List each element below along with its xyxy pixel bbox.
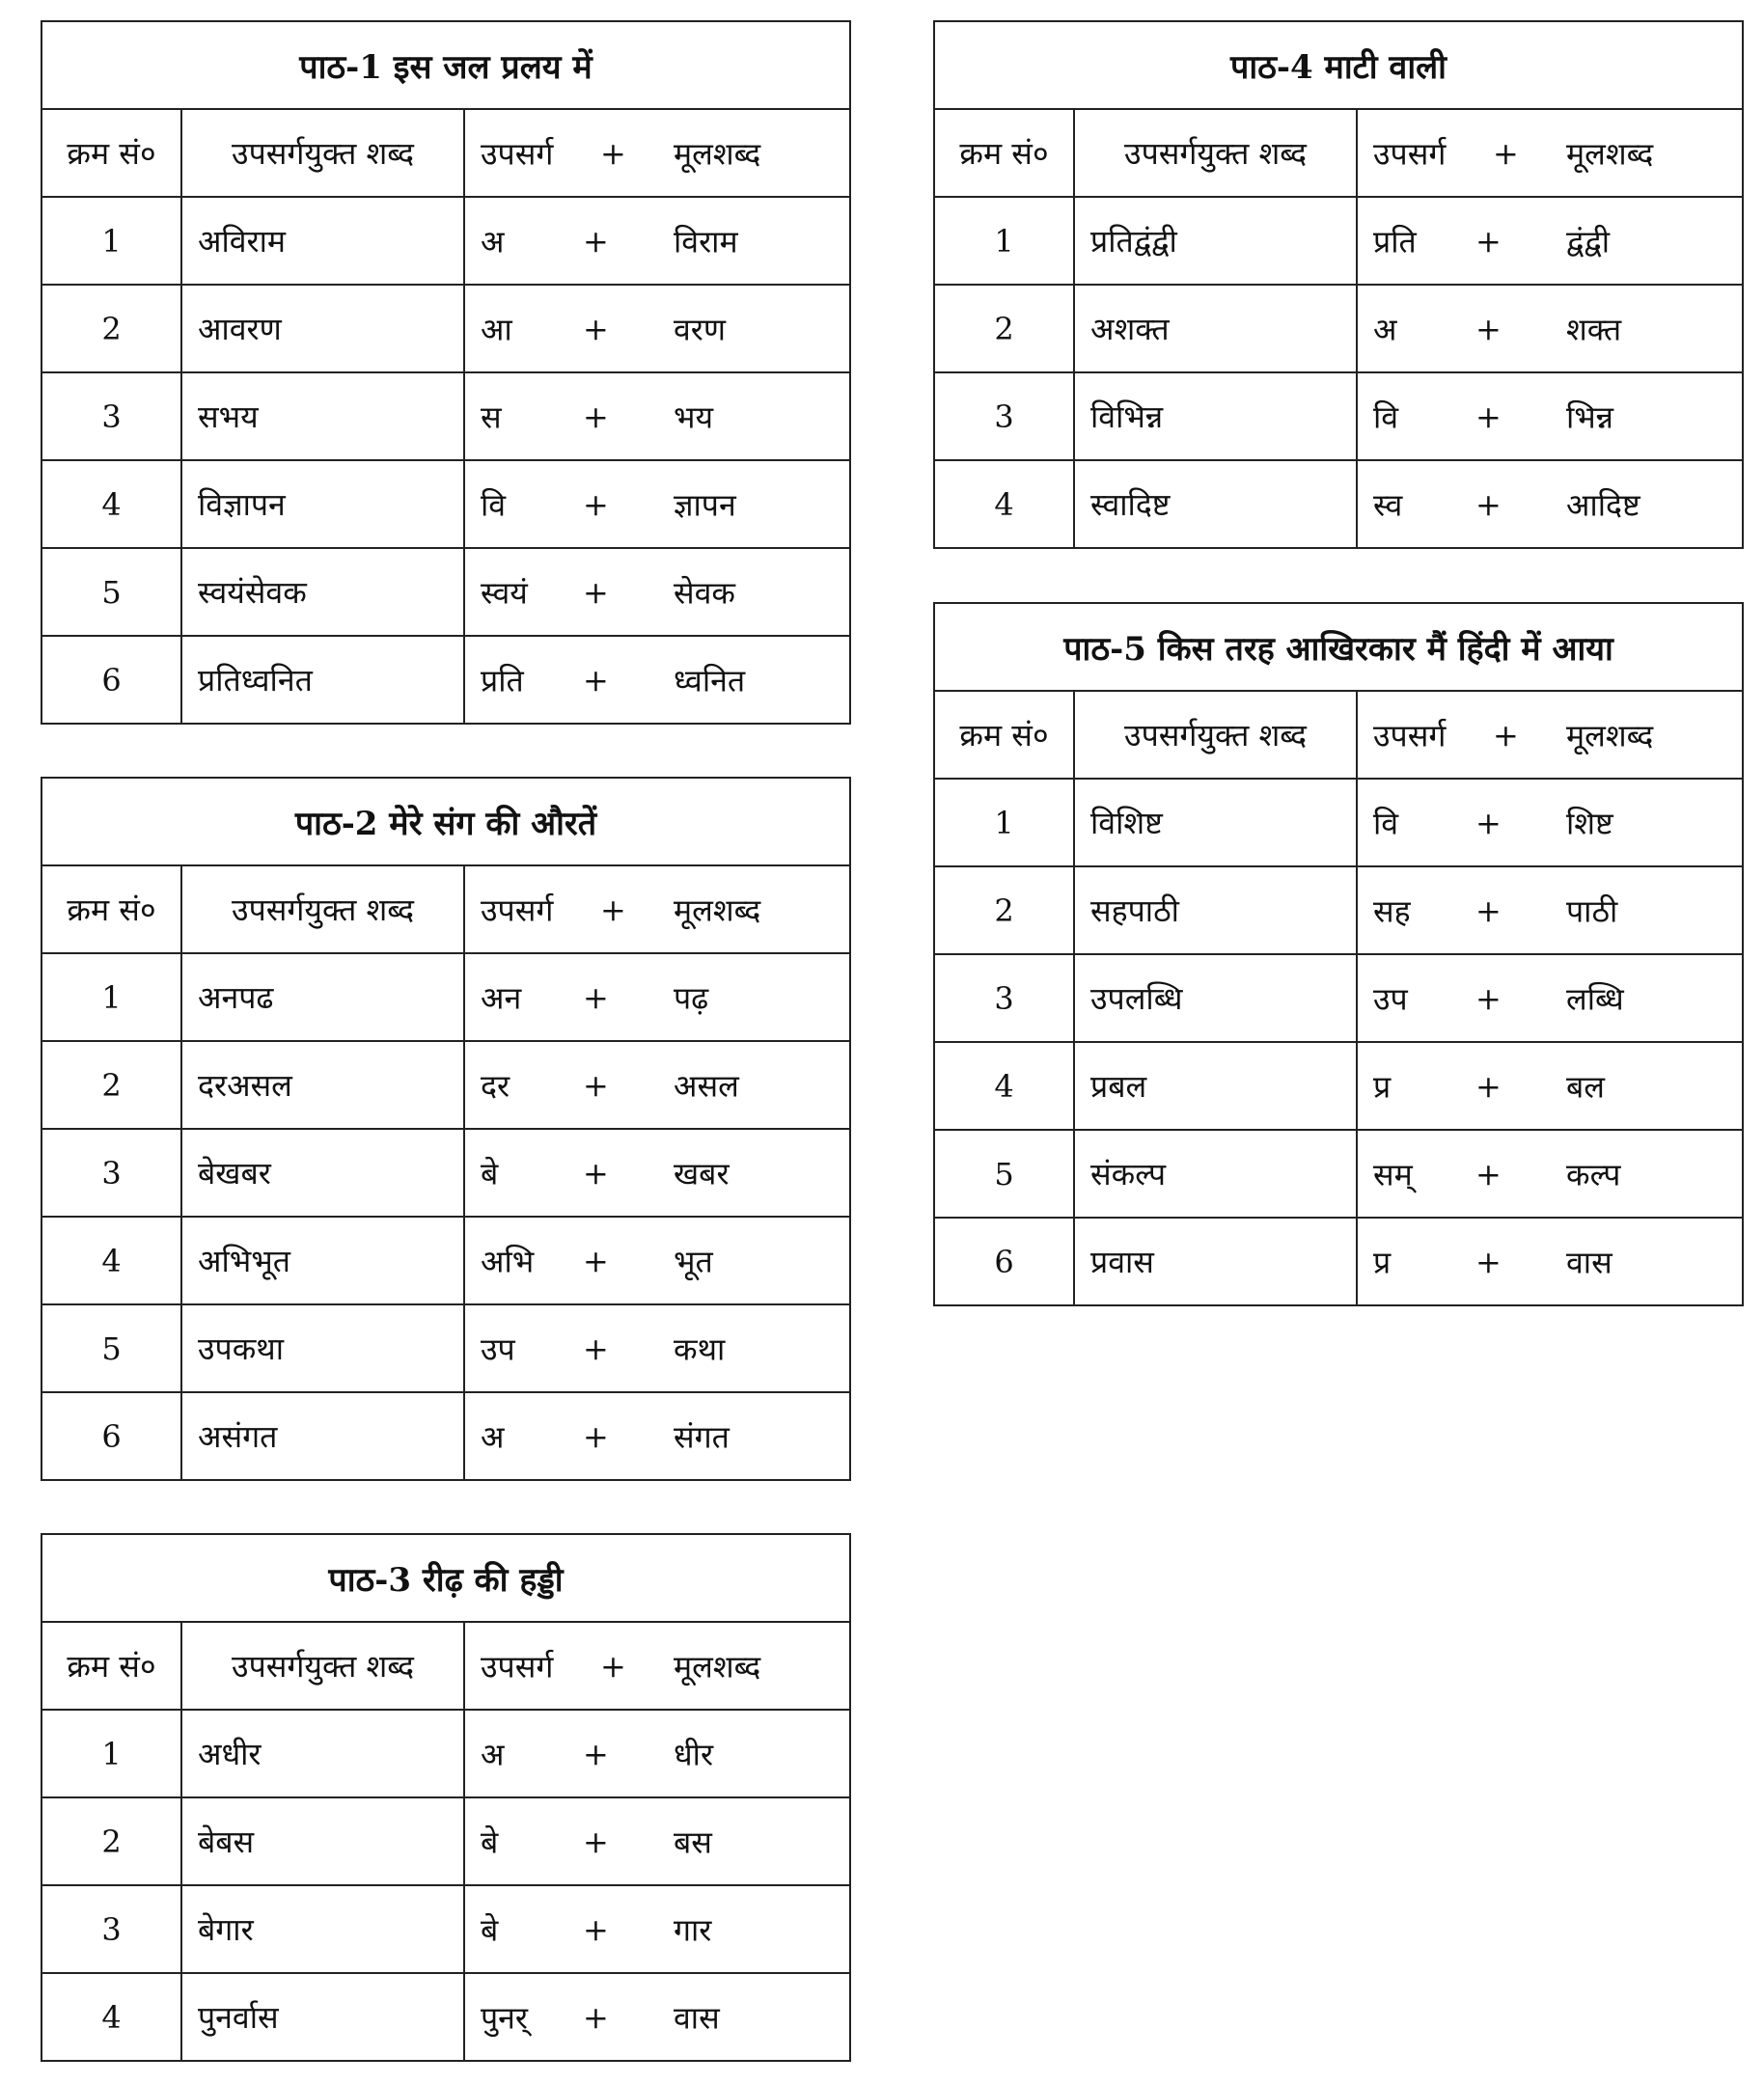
row-serial-number: 5: [934, 1130, 1074, 1218]
row-serial-number: 5: [41, 548, 181, 636]
table-row: [41, 372, 850, 460]
row-serial-number: 1: [41, 197, 181, 285]
header-plus-sign: +: [1493, 716, 1519, 754]
row-root-word: सेवक: [674, 574, 736, 611]
row-serial-number: 1: [41, 1710, 181, 1797]
row-split: [465, 1218, 849, 1303]
row-prefix-root: [1357, 460, 1743, 548]
row-prefixed-word: अधीर: [181, 1710, 464, 1797]
row-prefix-root: [464, 1217, 850, 1304]
row-plus-sign: +: [1475, 979, 1502, 1017]
row-prefixed-word: सभय: [181, 372, 464, 460]
row-plus-sign: +: [1475, 804, 1502, 841]
header-plus-sign: +: [600, 891, 626, 928]
row-root-word: भूत: [674, 1243, 713, 1279]
row-plus-sign: +: [583, 1417, 609, 1455]
row-prefixed-word: विभिन्न: [1074, 372, 1357, 460]
row-prefix: पुनर्: [481, 1999, 529, 2036]
row-prefix-root: [464, 1710, 850, 1797]
row-prefixed-word: उपकथा: [181, 1304, 464, 1392]
table-row: [41, 1129, 850, 1217]
row-serial-number: 4: [41, 1973, 181, 2061]
row-serial-number: 2: [934, 285, 1074, 372]
row-root-word: संगत: [674, 1418, 730, 1455]
row-prefix: सम्: [1373, 1156, 1413, 1193]
row-root-word: ज्ञापन: [674, 486, 736, 523]
row-split: [465, 1711, 849, 1796]
row-split: [465, 198, 849, 284]
row-prefix-root: [464, 1041, 850, 1129]
row-plus-sign: +: [583, 1735, 609, 1772]
row-serial-number: 6: [934, 1218, 1074, 1305]
row-split: [1358, 1131, 1742, 1217]
row-root-word: पढ़: [674, 979, 709, 1016]
row-serial-number: 1: [934, 779, 1074, 866]
row-prefix: वि: [481, 486, 507, 523]
row-prefix-root: [464, 1392, 850, 1480]
row-serial-number: 3: [41, 372, 181, 460]
header-prefix: उपसर्ग: [481, 891, 554, 928]
row-prefix-root: [1357, 1042, 1743, 1130]
row-plus-sign: +: [583, 978, 609, 1016]
row-root-word: ध्वनित: [674, 662, 746, 699]
row-split: [1358, 198, 1742, 284]
table-row: [41, 953, 850, 1041]
row-prefix: अभि: [481, 1243, 535, 1279]
table-header-row: [41, 1622, 850, 1710]
row-split: [465, 461, 849, 547]
row-plus-sign: +: [1475, 1243, 1502, 1280]
row-split: [1358, 867, 1742, 953]
row-plus-sign: +: [583, 222, 609, 260]
row-split: [465, 1886, 849, 1972]
row-prefix-root: [1357, 1218, 1743, 1305]
row-prefix-root: [464, 548, 850, 636]
row-root-word: गार: [674, 1911, 712, 1948]
row-split: [465, 1974, 849, 2060]
row-prefix: बे: [481, 1824, 499, 1860]
header-split: [1358, 692, 1742, 778]
row-root-word: कल्प: [1566, 1156, 1621, 1193]
header-prefix-root: [464, 109, 850, 197]
row-split: [1358, 461, 1742, 547]
row-root-word: भय: [674, 398, 714, 435]
row-plus-sign: +: [583, 1910, 609, 1948]
row-serial-number: 4: [934, 1042, 1074, 1130]
row-prefix: प्र: [1373, 1068, 1392, 1105]
row-prefix-root: [1357, 197, 1743, 285]
header-split: [465, 866, 849, 952]
header-prefix: उपसर्ग: [481, 1648, 554, 1685]
row-plus-sign: +: [583, 1998, 609, 2036]
row-prefix: उप: [481, 1330, 515, 1367]
header-root-word: मूलशब्द: [674, 135, 761, 172]
table-row: [41, 1710, 850, 1797]
header-serial: क्रम सं०: [934, 109, 1074, 197]
header-root-word: मूलशब्द: [1566, 717, 1654, 754]
row-plus-sign: +: [1475, 310, 1502, 347]
row-prefix: वि: [1373, 398, 1399, 435]
row-prefixed-word: उपलब्धि: [1074, 954, 1357, 1042]
lesson-title: पाठ-2 मेरे संग की औरतें: [41, 778, 850, 865]
row-serial-number: 4: [934, 460, 1074, 548]
row-split: [465, 1305, 849, 1391]
row-prefix: अ: [481, 223, 505, 260]
table-row: [41, 1041, 850, 1129]
row-split: [465, 549, 849, 635]
lesson-title: पाठ-3 रीढ़ की हड्डी: [41, 1534, 850, 1622]
table-title-row: [41, 778, 850, 865]
row-prefix: सह: [1373, 892, 1411, 929]
table-row: [41, 1392, 850, 1480]
row-plus-sign: +: [1475, 485, 1502, 523]
row-prefix: अ: [481, 1418, 505, 1455]
row-prefixed-word: स्वयंसेवक: [181, 548, 464, 636]
table-row: [934, 866, 1743, 954]
row-serial-number: 2: [41, 1797, 181, 1885]
lesson-title: पाठ-4 माटी वाली: [934, 21, 1743, 109]
table-row: [934, 779, 1743, 866]
table-row: [41, 460, 850, 548]
row-prefixed-word: स्वादिष्ट: [1074, 460, 1357, 548]
header-prefixed-word: उपसर्गयुक्त शब्द: [181, 865, 464, 953]
row-prefix: स्व: [1373, 486, 1403, 523]
row-prefix-root: [464, 953, 850, 1041]
row-prefixed-word: प्रवास: [1074, 1218, 1357, 1305]
header-prefix: उपसर्ग: [481, 135, 554, 172]
row-prefix-root: [464, 636, 850, 724]
table-row: [41, 636, 850, 724]
table-row: [41, 285, 850, 372]
row-prefixed-word: बेबस: [181, 1797, 464, 1885]
row-prefix: स: [481, 398, 502, 435]
row-root-word: विराम: [674, 223, 738, 260]
row-root-word: असल: [674, 1067, 739, 1104]
row-plus-sign: +: [583, 1823, 609, 1860]
table-header-row: [41, 109, 850, 197]
row-serial-number: 6: [41, 636, 181, 724]
row-serial-number: 3: [934, 372, 1074, 460]
row-prefix: स्वयं: [481, 574, 528, 611]
row-serial-number: 2: [41, 1041, 181, 1129]
row-split: [465, 637, 849, 723]
row-prefix: अ: [481, 1736, 505, 1772]
table-row: [41, 548, 850, 636]
row-serial-number: 2: [41, 285, 181, 372]
row-plus-sign: +: [1475, 398, 1502, 435]
row-prefixed-word: अनपढ: [181, 953, 464, 1041]
row-plus-sign: +: [583, 310, 609, 347]
header-split: [1358, 110, 1742, 196]
lesson-table-3: [41, 1533, 851, 2062]
row-plus-sign: +: [1475, 1067, 1502, 1105]
row-prefixed-word: बेगार: [181, 1885, 464, 1973]
row-plus-sign: +: [583, 1330, 609, 1367]
row-prefixed-word: प्रबल: [1074, 1042, 1357, 1130]
row-prefixed-word: विशिष्ट: [1074, 779, 1357, 866]
row-prefix: दर: [481, 1067, 510, 1104]
row-prefix-root: [464, 460, 850, 548]
header-prefixed-word: उपसर्गयुक्त शब्द: [181, 109, 464, 197]
row-plus-sign: +: [583, 485, 609, 523]
row-serial-number: 6: [41, 1392, 181, 1480]
table-row: [934, 1218, 1743, 1305]
lesson-table-5: [933, 602, 1744, 1306]
table-title-row: [934, 603, 1743, 691]
row-root-word: बल: [1566, 1068, 1605, 1105]
row-prefix-root: [464, 1129, 850, 1217]
header-plus-sign: +: [1493, 134, 1519, 172]
table-title-row: [934, 21, 1743, 109]
table-row: [41, 1885, 850, 1973]
row-root-word: धीर: [674, 1736, 714, 1772]
header-split: [465, 1623, 849, 1709]
row-prefix: अन: [481, 979, 522, 1016]
row-root-word: द्वंद्वी: [1566, 223, 1611, 260]
header-serial: क्रम सं०: [41, 109, 181, 197]
row-prefixed-word: बेखबर: [181, 1129, 464, 1217]
row-prefix: प्र: [1373, 1244, 1392, 1280]
table-title-row: [41, 1534, 850, 1622]
row-plus-sign: +: [1475, 222, 1502, 260]
row-root-word: वास: [674, 1999, 720, 2036]
table-row: [934, 372, 1743, 460]
header-plus-sign: +: [600, 1647, 626, 1685]
row-prefixed-word: अविराम: [181, 197, 464, 285]
table-row: [934, 460, 1743, 548]
row-root-word: लब्धि: [1566, 980, 1624, 1017]
row-prefixed-word: आवरण: [181, 285, 464, 372]
row-plus-sign: +: [583, 398, 609, 435]
row-prefix: वि: [1373, 805, 1399, 841]
row-serial-number: 2: [934, 866, 1074, 954]
row-root-word: बस: [674, 1824, 712, 1860]
row-plus-sign: +: [1475, 1155, 1502, 1193]
row-root-word: वास: [1566, 1244, 1612, 1280]
row-prefixed-word: प्रतिद्वंद्वी: [1074, 197, 1357, 285]
table-row: [934, 197, 1743, 285]
row-split: [465, 954, 849, 1040]
lesson-title: पाठ-5 किस तरह आखिरकार मैं हिंदी में आया: [934, 603, 1743, 691]
row-plus-sign: +: [583, 1066, 609, 1104]
row-split: [1358, 373, 1742, 459]
table-header-row: [934, 691, 1743, 779]
header-root-word: मूलशब्द: [674, 1648, 761, 1685]
row-prefixed-word: दरअसल: [181, 1041, 464, 1129]
row-prefix: उप: [1373, 980, 1408, 1017]
header-root-word: मूलशब्द: [1566, 135, 1654, 172]
table-row: [41, 1797, 850, 1885]
header-prefixed-word: उपसर्गयुक्त शब्द: [1074, 691, 1357, 779]
row-prefix-root: [1357, 1130, 1743, 1218]
row-prefix: प्रति: [481, 662, 524, 699]
row-split: [465, 1393, 849, 1479]
header-prefix-root: [464, 865, 850, 953]
table-row: [934, 1130, 1743, 1218]
table-row: [41, 1973, 850, 2061]
row-serial-number: 1: [934, 197, 1074, 285]
table-row: [41, 197, 850, 285]
row-prefixed-word: संकल्प: [1074, 1130, 1357, 1218]
row-plus-sign: +: [1475, 891, 1502, 929]
lesson-table-2: [41, 777, 851, 1481]
row-prefix: अ: [1373, 311, 1397, 347]
row-split: [1358, 780, 1742, 865]
row-prefix: बे: [481, 1155, 499, 1192]
lesson-table-1: [41, 20, 851, 725]
header-prefix-root: [464, 1622, 850, 1710]
header-serial: क्रम सं०: [934, 691, 1074, 779]
row-root-word: शिष्ट: [1566, 805, 1613, 841]
row-prefix-root: [464, 372, 850, 460]
row-serial-number: 3: [41, 1885, 181, 1973]
row-prefixed-word: पुनर्वास: [181, 1973, 464, 2061]
row-prefix-root: [464, 1885, 850, 1973]
lesson-table-4: [933, 20, 1744, 549]
table-header-row: [934, 109, 1743, 197]
header-serial: क्रम सं०: [41, 1622, 181, 1710]
row-root-word: पाठी: [1566, 892, 1618, 929]
header-prefix-root: [1357, 109, 1743, 197]
row-prefixed-word: प्रतिध्वनित: [181, 636, 464, 724]
row-root-word: कथा: [674, 1330, 726, 1367]
row-split: [465, 373, 849, 459]
row-prefix: बे: [481, 1911, 499, 1948]
row-split: [1358, 286, 1742, 371]
lesson-title: पाठ-1 इस जल प्रलय में: [41, 21, 850, 109]
row-serial-number: 5: [41, 1304, 181, 1392]
row-serial-number: 1: [41, 953, 181, 1041]
row-serial-number: 4: [41, 1217, 181, 1304]
row-prefix-root: [464, 1797, 850, 1885]
row-root-word: खबर: [674, 1155, 730, 1192]
row-serial-number: 3: [41, 1129, 181, 1217]
row-split: [465, 1130, 849, 1216]
row-prefix-root: [464, 1973, 850, 2061]
header-prefix: उपसर्ग: [1373, 135, 1447, 172]
row-plus-sign: +: [583, 661, 609, 699]
row-prefix-root: [464, 285, 850, 372]
row-plus-sign: +: [583, 1242, 609, 1279]
row-prefix-root: [1357, 954, 1743, 1042]
header-split: [465, 110, 849, 196]
row-serial-number: 4: [41, 460, 181, 548]
row-prefix-root: [1357, 372, 1743, 460]
header-prefix: उपसर्ग: [1373, 717, 1447, 754]
row-serial-number: 3: [934, 954, 1074, 1042]
row-plus-sign: +: [583, 1154, 609, 1192]
row-prefix-root: [1357, 866, 1743, 954]
row-prefix-root: [464, 1304, 850, 1392]
table-row: [934, 1042, 1743, 1130]
row-prefix: प्रति: [1373, 223, 1417, 260]
header-serial: क्रम सं०: [41, 865, 181, 953]
row-prefix-root: [464, 197, 850, 285]
row-split: [465, 286, 849, 371]
header-root-word: मूलशब्द: [674, 891, 761, 928]
row-split: [1358, 1219, 1742, 1304]
header-prefix-root: [1357, 691, 1743, 779]
header-prefixed-word: उपसर्गयुक्त शब्द: [1074, 109, 1357, 197]
table-title-row: [41, 21, 850, 109]
row-split: [1358, 955, 1742, 1041]
row-prefix-root: [1357, 779, 1743, 866]
row-prefixed-word: अभिभूत: [181, 1217, 464, 1304]
header-plus-sign: +: [600, 134, 626, 172]
row-root-word: आदिष्ट: [1566, 486, 1640, 523]
table-row: [41, 1217, 850, 1304]
row-prefix: आ: [481, 311, 512, 347]
table-row: [934, 954, 1743, 1042]
table-header-row: [41, 865, 850, 953]
row-split: [465, 1798, 849, 1884]
row-prefixed-word: असंगत: [181, 1392, 464, 1480]
row-root-word: शक्त: [1566, 311, 1622, 347]
row-root-word: भिन्न: [1566, 398, 1614, 435]
row-prefix-root: [1357, 285, 1743, 372]
row-plus-sign: +: [583, 573, 609, 611]
row-root-word: वरण: [674, 311, 727, 347]
row-prefixed-word: विज्ञापन: [181, 460, 464, 548]
table-row: [41, 1304, 850, 1392]
header-prefixed-word: उपसर्गयुक्त शब्द: [181, 1622, 464, 1710]
row-split: [465, 1042, 849, 1128]
row-split: [1358, 1043, 1742, 1129]
table-row: [934, 285, 1743, 372]
row-prefixed-word: अशक्त: [1074, 285, 1357, 372]
row-prefixed-word: सहपाठी: [1074, 866, 1357, 954]
